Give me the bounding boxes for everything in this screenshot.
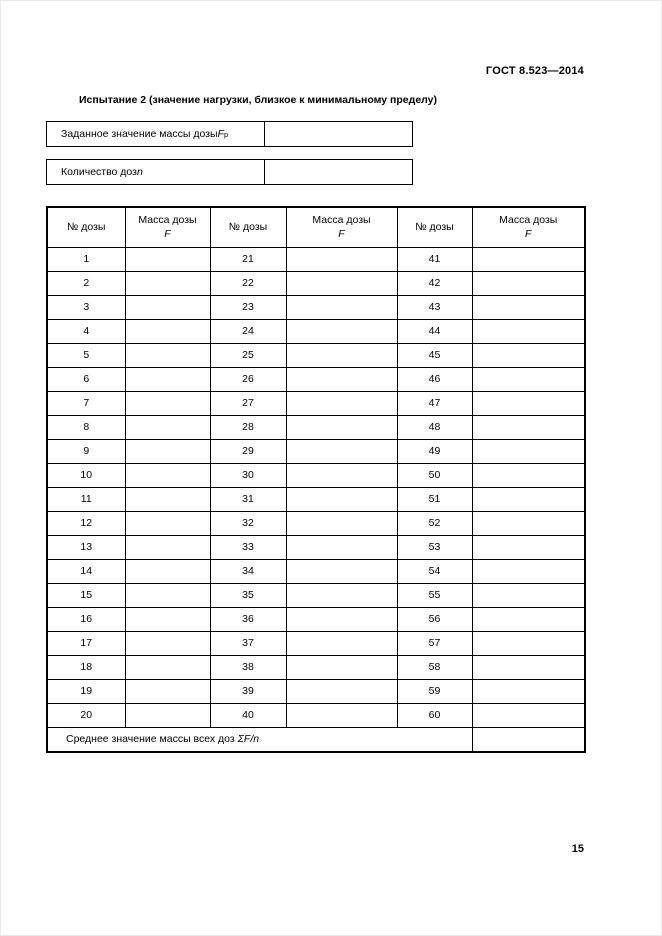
dose-mass-cell xyxy=(286,559,397,583)
set-dose-mass-subscript: р xyxy=(223,129,229,139)
dose-number-cell: 29 xyxy=(210,439,286,463)
dose-mass-cell xyxy=(472,367,585,391)
dose-number-cell: 46 xyxy=(397,367,472,391)
dose-mass-cell xyxy=(286,319,397,343)
dose-mass-cell xyxy=(472,511,585,535)
dose-count-label xyxy=(47,160,265,184)
mass-header-text-2: Масса дозы xyxy=(312,213,371,226)
dose-number-cell: 21 xyxy=(210,247,286,271)
dose-mass-cell xyxy=(286,463,397,487)
dose-number-cell: 30 xyxy=(210,463,286,487)
dose-mass-cell xyxy=(125,367,210,391)
dose-number-cell: 2 xyxy=(47,271,125,295)
dose-mass-cell xyxy=(125,439,210,463)
dose-number-cell: 43 xyxy=(397,295,472,319)
dose-number-cell: 13 xyxy=(47,535,125,559)
average-mass-label-text: Среднее значение массы всех доз xyxy=(66,733,238,746)
mass-header-symbol-3: F xyxy=(525,228,532,241)
dose-mass-cell xyxy=(472,679,585,703)
column-header-dose-number-2: № дозы xyxy=(210,207,286,247)
dose-mass-cell xyxy=(125,463,210,487)
set-dose-mass-label xyxy=(47,122,265,146)
mass-header-text-3: Масса дозы xyxy=(499,213,558,226)
dose-mass-cell xyxy=(472,343,585,367)
average-mass-row xyxy=(47,727,585,752)
dose-mass-cell xyxy=(125,703,210,727)
standard-number: ГОСТ 8.523—2014 xyxy=(485,65,584,77)
dose-count-symbol: n xyxy=(136,166,143,178)
dose-number-cell: 12 xyxy=(47,511,125,535)
table-header xyxy=(47,207,585,247)
dose-mass-cell xyxy=(472,607,585,631)
dose-number-cell: 25 xyxy=(210,343,286,367)
dose-mass-table xyxy=(46,206,586,753)
dose-number-cell: 52 xyxy=(397,511,472,535)
dose-mass-cell xyxy=(472,583,585,607)
dose-mass-cell xyxy=(286,391,397,415)
table-row xyxy=(47,559,585,583)
dose-mass-cell xyxy=(472,295,585,319)
dose-mass-cell xyxy=(472,271,585,295)
dose-number-cell: 60 xyxy=(397,703,472,727)
table-header-row xyxy=(47,207,585,247)
test-title: Испытание 2 (значение нагрузки, близкое к минимальному пределу) xyxy=(79,94,438,106)
table-row xyxy=(47,367,585,391)
dose-mass-cell xyxy=(472,703,585,727)
dose-mass-cell xyxy=(472,391,585,415)
dose-number-cell: 51 xyxy=(397,487,472,511)
dose-mass-cell xyxy=(286,703,397,727)
dose-mass-cell xyxy=(125,343,210,367)
dose-number-cell: 10 xyxy=(47,463,125,487)
table-row xyxy=(47,655,585,679)
table-row xyxy=(47,679,585,703)
dose-mass-cell xyxy=(472,247,585,271)
dose-mass-cell xyxy=(125,319,210,343)
dose-mass-cell xyxy=(286,607,397,631)
dose-number-cell: 6 xyxy=(47,367,125,391)
dose-number-cell: 19 xyxy=(47,679,125,703)
dose-number-cell: 44 xyxy=(397,319,472,343)
column-header-dose-number-3: № дозы xyxy=(397,207,472,247)
table-row xyxy=(47,583,585,607)
dose-number-cell: 26 xyxy=(210,367,286,391)
dose-number-cell: 50 xyxy=(397,463,472,487)
dose-count-label-text: Количество доз xyxy=(61,166,137,178)
table-row xyxy=(47,607,585,631)
dose-mass-cell xyxy=(286,343,397,367)
page-number: 15 xyxy=(571,843,584,855)
dose-mass-cell xyxy=(125,487,210,511)
dose-number-cell: 24 xyxy=(210,319,286,343)
dose-mass-cell xyxy=(286,631,397,655)
dose-number-cell: 45 xyxy=(397,343,472,367)
dose-number-cell: 40 xyxy=(210,703,286,727)
dose-number-cell: 22 xyxy=(210,271,286,295)
dose-mass-cell xyxy=(125,607,210,631)
dose-number-cell: 56 xyxy=(397,607,472,631)
dose-number-cell: 48 xyxy=(397,415,472,439)
dose-number-cell: 41 xyxy=(397,247,472,271)
dose-number-cell: 15 xyxy=(47,583,125,607)
set-dose-mass-symbol: F xyxy=(217,128,224,140)
dose-mass-cell xyxy=(286,415,397,439)
dose-table-body xyxy=(47,247,585,727)
dose-number-cell: 17 xyxy=(47,631,125,655)
dose-number-cell: 31 xyxy=(210,487,286,511)
table-row xyxy=(47,439,585,463)
column-header-dose-mass-2 xyxy=(286,207,397,247)
dose-number-cell: 11 xyxy=(47,487,125,511)
dose-mass-cell xyxy=(125,391,210,415)
dose-number-cell: 42 xyxy=(397,271,472,295)
dose-mass-cell xyxy=(125,271,210,295)
dose-number-cell: 35 xyxy=(210,583,286,607)
table-row xyxy=(47,463,585,487)
dose-number-cell: 3 xyxy=(47,295,125,319)
table-row xyxy=(47,391,585,415)
dose-mass-cell xyxy=(286,679,397,703)
dose-mass-cell xyxy=(472,415,585,439)
table-row xyxy=(47,415,585,439)
table-footer xyxy=(47,727,585,752)
dose-number-cell: 47 xyxy=(397,391,472,415)
dose-mass-cell xyxy=(472,487,585,511)
dose-number-cell: 57 xyxy=(397,631,472,655)
dose-number-cell: 53 xyxy=(397,535,472,559)
dose-mass-cell xyxy=(472,319,585,343)
dose-mass-cell xyxy=(125,247,210,271)
dose-number-cell: 14 xyxy=(47,559,125,583)
dose-mass-cell xyxy=(286,655,397,679)
average-mass-formula: ΣF/n xyxy=(237,733,260,746)
set-dose-mass-value xyxy=(265,122,412,146)
dose-number-cell: 55 xyxy=(397,583,472,607)
mass-header-symbol-2: F xyxy=(338,228,345,241)
dose-count-field xyxy=(46,159,413,185)
dose-number-cell: 16 xyxy=(47,607,125,631)
dose-mass-cell xyxy=(286,439,397,463)
dose-mass-cell xyxy=(125,295,210,319)
average-mass-label xyxy=(47,727,472,752)
dose-mass-cell xyxy=(125,679,210,703)
table-row xyxy=(47,703,585,727)
dose-number-cell: 28 xyxy=(210,415,286,439)
table-row xyxy=(47,487,585,511)
dose-number-cell: 23 xyxy=(210,295,286,319)
mass-header-symbol-1: F xyxy=(164,228,171,241)
dose-mass-cell xyxy=(125,631,210,655)
dose-mass-cell xyxy=(472,463,585,487)
dose-number-cell: 9 xyxy=(47,439,125,463)
dose-mass-cell xyxy=(286,487,397,511)
dose-number-cell: 34 xyxy=(210,559,286,583)
dose-mass-cell xyxy=(125,511,210,535)
dose-mass-cell xyxy=(125,415,210,439)
dose-mass-cell xyxy=(286,247,397,271)
set-dose-mass-label-text: Заданное значение массы дозы xyxy=(61,128,218,140)
dose-mass-cell xyxy=(472,559,585,583)
dose-mass-cell xyxy=(125,559,210,583)
dose-mass-cell xyxy=(286,271,397,295)
mass-header-text-1: Масса дозы xyxy=(138,213,197,226)
dose-mass-cell xyxy=(125,583,210,607)
dose-mass-cell xyxy=(286,511,397,535)
table-row xyxy=(47,511,585,535)
dose-number-cell: 54 xyxy=(397,559,472,583)
dose-mass-cell xyxy=(286,583,397,607)
dose-number-cell: 4 xyxy=(47,319,125,343)
dose-number-cell: 38 xyxy=(210,655,286,679)
dose-mass-cell xyxy=(472,631,585,655)
table-row xyxy=(47,535,585,559)
dose-mass-cell xyxy=(125,535,210,559)
dose-mass-cell xyxy=(125,655,210,679)
table-row xyxy=(47,247,585,271)
table-row xyxy=(47,295,585,319)
dose-number-cell: 1 xyxy=(47,247,125,271)
dose-number-cell: 18 xyxy=(47,655,125,679)
column-header-dose-number-1: № дозы xyxy=(47,207,125,247)
dose-number-cell: 58 xyxy=(397,655,472,679)
dose-mass-cell xyxy=(472,535,585,559)
dose-mass-cell xyxy=(286,367,397,391)
dose-number-cell: 20 xyxy=(47,703,125,727)
dose-number-cell: 32 xyxy=(210,511,286,535)
column-header-dose-mass-3 xyxy=(472,207,585,247)
dose-mass-cell xyxy=(472,655,585,679)
dose-number-cell: 8 xyxy=(47,415,125,439)
table-row xyxy=(47,271,585,295)
dose-mass-cell xyxy=(286,295,397,319)
dose-number-cell: 36 xyxy=(210,607,286,631)
set-dose-mass-field xyxy=(46,121,413,147)
dose-number-cell: 39 xyxy=(210,679,286,703)
dose-number-cell: 7 xyxy=(47,391,125,415)
table-row xyxy=(47,319,585,343)
dose-mass-cell xyxy=(472,439,585,463)
table-row xyxy=(47,631,585,655)
average-mass-value-cell xyxy=(472,727,585,752)
dose-number-cell: 5 xyxy=(47,343,125,367)
dose-count-value xyxy=(265,160,412,184)
dose-number-cell: 37 xyxy=(210,631,286,655)
dose-mass-cell xyxy=(286,535,397,559)
dose-number-cell: 33 xyxy=(210,535,286,559)
dose-number-cell: 49 xyxy=(397,439,472,463)
table-row xyxy=(47,343,585,367)
column-header-dose-mass-1 xyxy=(125,207,210,247)
dose-number-cell: 27 xyxy=(210,391,286,415)
dose-number-cell: 59 xyxy=(397,679,472,703)
